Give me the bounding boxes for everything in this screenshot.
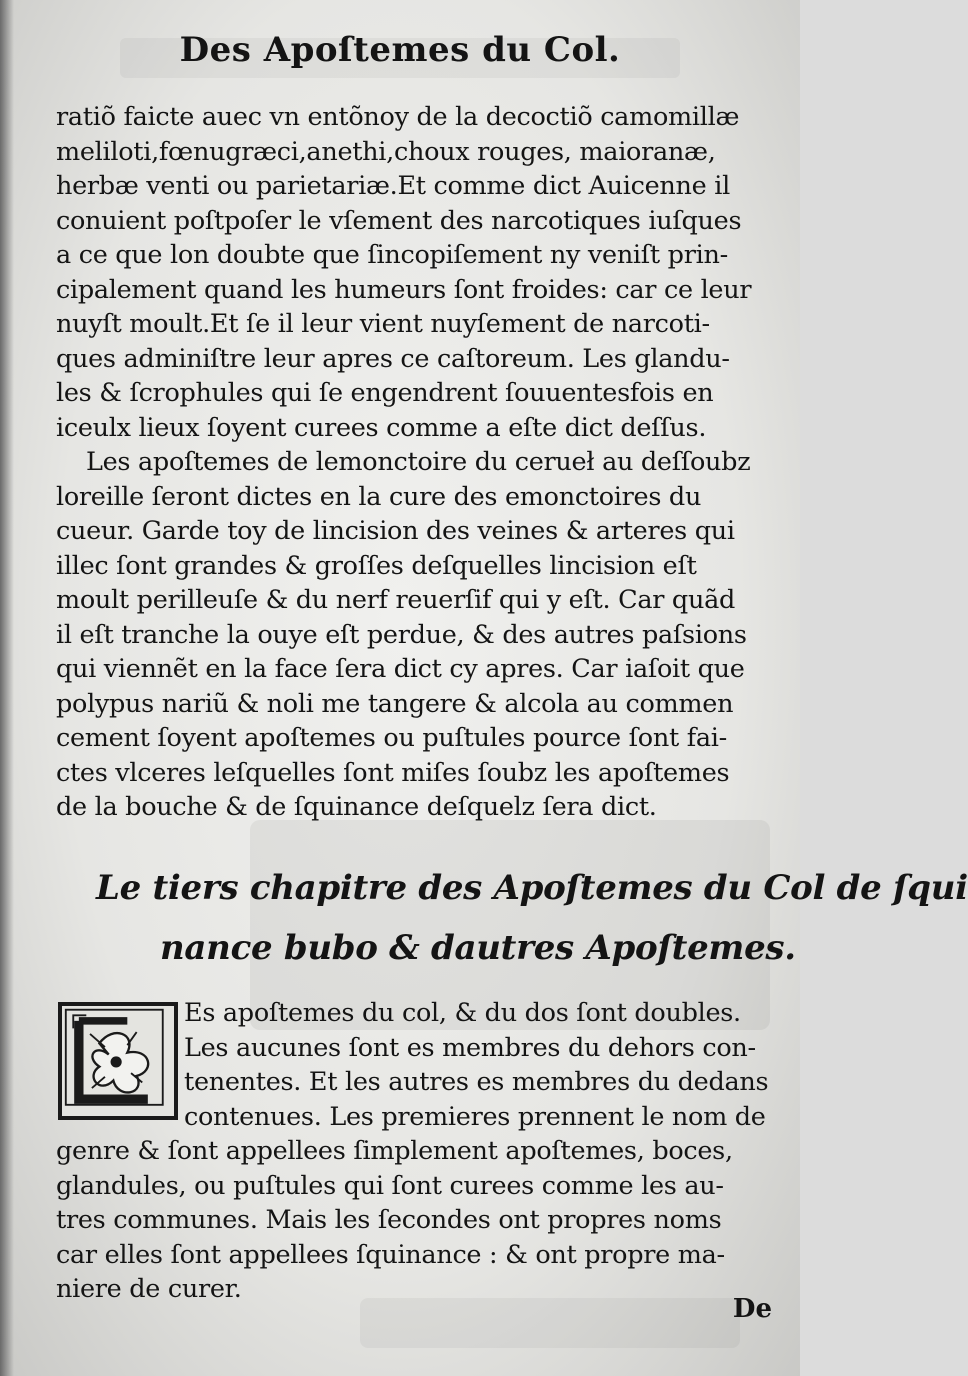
- text-line: cipalement quand les humeurs ſont froides: car ce leur: [56, 274, 752, 305]
- text-line: genre & ſont appellees ſimplement apoſtemes, boces,: [56, 1136, 733, 1166]
- gutter-shadow: [0, 0, 14, 1376]
- text-line: cueur. Garde toy de lincision des veines & arteres qui: [56, 516, 735, 546]
- chapter-heading-line: nance bubo & dautres Apoſtemes.: [160, 928, 796, 968]
- text-line: cement ſoyent apoſtemes ou puſtules pource ſont fai-: [56, 723, 727, 753]
- text-line: qui viennẽt en la face ſera dict cy apres. Car iaſoit que: [56, 654, 745, 684]
- text-line: ques adminiſtre leur apres ce caſtoreum. Les glandu-: [56, 343, 730, 374]
- text-line: niere de curer.: [56, 1274, 242, 1304]
- text-line: car elles ſont appellees ſquinance : & ont propre ma-: [56, 1239, 725, 1270]
- text-line: illec ſont grandes & groſſes deſquelles lincision eſt: [56, 550, 697, 581]
- chapter-heading: [96, 858, 968, 978]
- text-line: ratiõ faicte auec vn entõnoy de la decoctiõ camomillæ: [56, 102, 740, 132]
- text-line: iceulx lieux ſoyent curees comme a eſte dict deſſus.: [56, 412, 707, 443]
- text-line: contenues. Les premieres prennent le nom de: [184, 1101, 766, 1132]
- text-line: nuyſt moult.Et ſe il leur vient nuyſement de narcoti-: [56, 309, 710, 339]
- text-line: les & ſcrophules qui ſe engendrent ſouuentesfois en: [56, 378, 714, 408]
- text-line: tenentes. Et les autres es membres du dedans: [184, 1067, 769, 1097]
- text-line: polypus nariũ & noli me tangere & alcola au commen: [56, 688, 734, 719]
- text-line: Les aucunes ſont es membres du dehors con-: [184, 1032, 756, 1063]
- text-line: de la bouche & de ſquinance deſquelz ſera dict.: [56, 792, 657, 822]
- chapter-heading-line: Le tiers chapitre des Apoſtemes du Col de ſqui: [96, 868, 968, 908]
- text-line: tres communes. Mais les ſecondes ont propres noms: [56, 1205, 722, 1235]
- body-text: [56, 100, 776, 825]
- text-line: conuient poſtpoſer le vſement des narcotiques iuſques: [56, 205, 742, 236]
- text-line: glandules, ou puſtules qui ſont curees comme les au-: [56, 1170, 724, 1201]
- section-text: [56, 996, 776, 1307]
- paragraph-line: Les apoſtemes de lemonctoire du cerueł au deſſoubz: [86, 447, 751, 477]
- text-line: herbæ venti ou parietariæ.Et comme dict Auicenne il: [56, 171, 730, 201]
- text-line: loreille ſeront dictes en la cure des emonctoires du: [56, 481, 702, 512]
- text-line: a ce que lon doubte que ſincopiſement ny veniſt prin-: [56, 240, 728, 270]
- text-line: il eſt tranche la ouye eſt perdue, & des autres paſsions: [56, 619, 747, 650]
- text-line: ctes vlceres leſquelles ſont miſes ſoubz les apoſtemes: [56, 757, 730, 788]
- text-line: moult perilleuſe & du nerf reuerſif qui y eſt. Car quãd: [56, 585, 735, 615]
- text-line: meliloti,fœnugræci,anethi,choux rouges, maioranæ,: [56, 136, 716, 167]
- text-line: Es apoſtemes du col, & du dos ſont doubles.: [184, 998, 741, 1028]
- catchword: De: [732, 1294, 772, 1324]
- running-head: Des Apoſtemes du Col.: [179, 30, 621, 70]
